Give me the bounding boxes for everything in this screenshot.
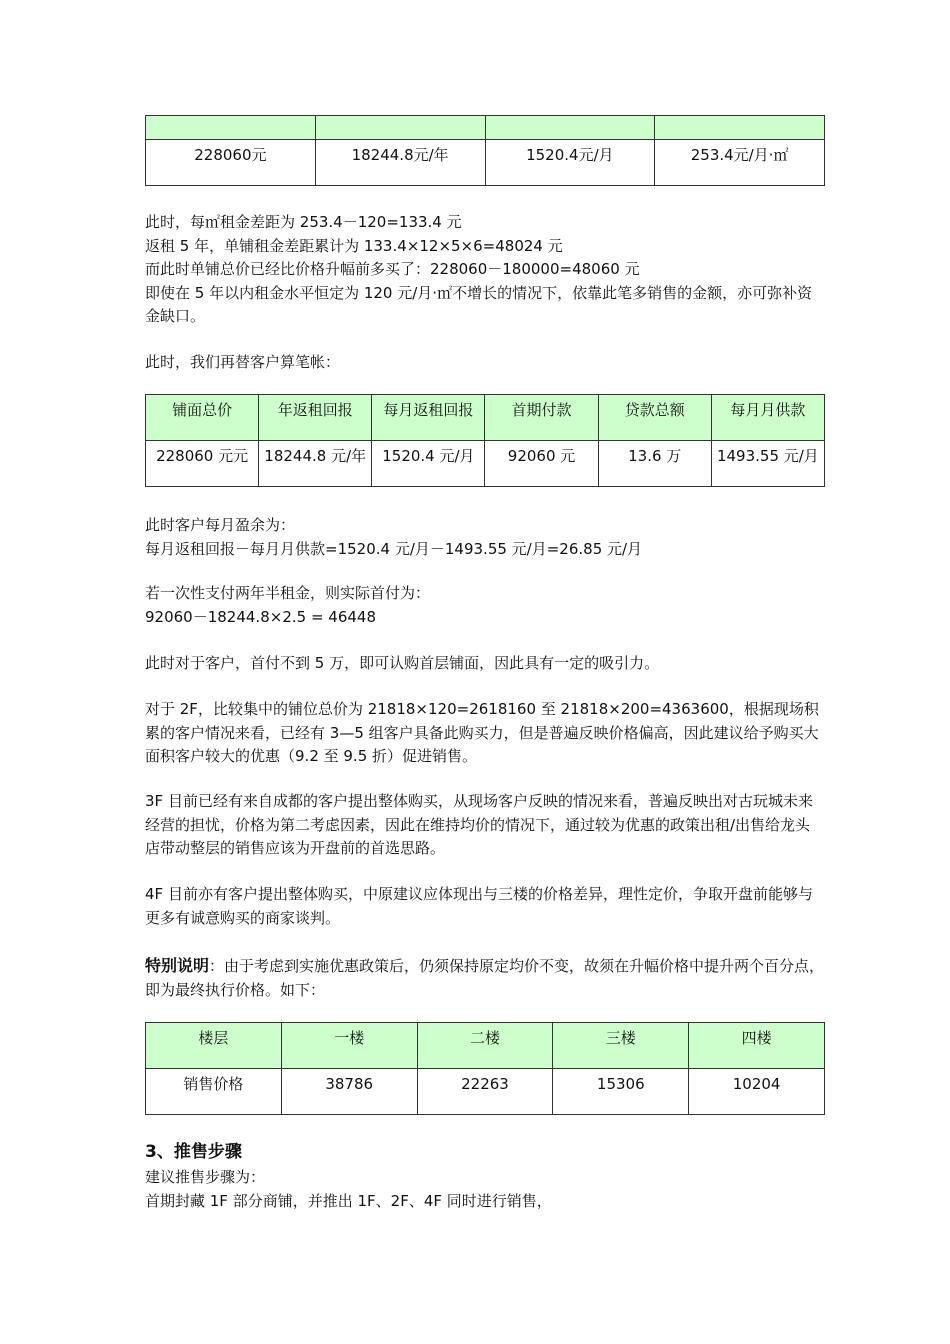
special-note: [145, 954, 825, 1002]
rent-table-header-cell: [315, 116, 485, 140]
section-heading: 3、推售步骤: [145, 1142, 242, 1162]
surplus-line: 每月返租回报－每月月供款=1520.4 元/月－1493.55 元/月=26.85 元/月: [145, 539, 643, 558]
floor-price-header-cell: 一楼: [281, 1023, 417, 1069]
customer-table-cell: 1520.4 元/月: [372, 441, 485, 487]
rent-table-header-cell: [655, 116, 825, 140]
floor-price-cell: 10204: [689, 1069, 825, 1115]
calc-line: 即使在 5 年以内租金水平恒定为 120 元/月·㎡不增长的情况下，依靠此笔多销售的金额，亦可弥补资金缺口。: [145, 283, 813, 325]
rent-table-header-cell: [485, 116, 655, 140]
floor-price-table: [145, 1022, 825, 1115]
calc-line: 而此时单铺总价已经比价格升幅前多买了：228060－180000=48060 元: [145, 260, 640, 278]
first-floor-paragraph: 此时对于客户，首付不到 5 万，即可认购首层铺面，因此具有一定的吸引力。: [145, 654, 660, 672]
customer-table-header-cell: 贷款总额: [598, 395, 711, 441]
floor-price-cell: 38786: [281, 1069, 417, 1115]
customer-table-header-cell: 年返租回报: [259, 395, 372, 441]
floor-price-cell: 22263: [417, 1069, 553, 1115]
lump-sum-paragraph: [145, 582, 825, 629]
customer-table-cell: 228060 元元: [146, 441, 259, 487]
third-floor-paragraph: 3F 目前已经有来自成都的客户提出整体购买，从现场客户反映的情况来看，普遍反映出对古玩城未来经营的担忧，价格为第二考虑因素，因此在维持均价的情况下，通过较为优惠的政策出租/出售给龙头店带动整层的销售应该为开盘前的首选思路。: [145, 792, 813, 857]
customer-table-cell: 1493.55 元/月: [711, 441, 824, 487]
customer-table-header-cell: 每月返租回报: [372, 395, 485, 441]
customer-table: [145, 394, 825, 487]
floor-price-header-cell: 二楼: [417, 1023, 553, 1069]
surplus-line: 此时客户每月盈余为：: [145, 516, 296, 534]
customer-table-cell: 92060 元: [485, 441, 598, 487]
customer-table-cell: 18244.8 元/年: [259, 441, 372, 487]
rent-table: [145, 115, 825, 186]
section-line: 首期封藏 1F 部分商铺，并推出 1F、2F、4F 同时进行销售，: [145, 1191, 552, 1210]
rent-table-cell: 18244.8元/年: [315, 140, 485, 186]
calc-line: 返租 5 年，单铺租金差距累计为 133.4×12×5×6=48024 元: [145, 236, 563, 255]
second-floor-paragraph: 对于 2F，比较集中的铺位总价为 21818×120=2618160 至 21818×200=4363600，根据现场积累的客户情况来看，已经有 3—5 组客户具备此购买力，但是普遍反映价格偏高，因此建议给予购买大面积客户较大的优惠（9.2 至 9.5 折）促进销售。: [145, 700, 819, 765]
rent-table-cell: 228060元: [146, 140, 316, 186]
lump-line: 若一次性支付两年半租金，则实际首付为：: [145, 584, 431, 602]
special-note-label: 特别说明: [145, 956, 210, 975]
floor-price-cell: 15306: [553, 1069, 689, 1115]
section-line: 建议推售步骤为：: [145, 1168, 266, 1186]
surplus-paragraph: [145, 514, 825, 561]
intro-paragraph: 此时，我们再替客户算笔帐：: [145, 353, 341, 371]
customer-table-header-cell: 铺面总价: [146, 395, 259, 441]
rent-gap-calculation: [145, 211, 825, 329]
lump-line: 92060－18244.8×2.5 = 46448: [145, 607, 376, 626]
calc-line: 此时，每㎡租金差距为 253.4－120=133.4 元: [145, 213, 462, 231]
floor-price-header-cell: 三楼: [553, 1023, 689, 1069]
floor-price-cell: 销售价格: [146, 1069, 282, 1115]
floor-price-header-cell: 四楼: [689, 1023, 825, 1069]
customer-table-header-cell: 首期付款: [485, 395, 598, 441]
rent-table-cell: 253.4元/月·㎡: [655, 140, 825, 186]
customer-table-header-cell: 每月月供款: [711, 395, 824, 441]
fourth-floor-paragraph: 4F 目前亦有客户提出整体购买，中原建议应体现出与三楼的价格差异，理性定价，争取开盘前能够与更多有诚意购买的商家谈判。: [145, 885, 813, 927]
special-note-text: ：由于考虑到实施优惠政策后，仍须保持原定均价不变，故须在升幅价格中提升两个百分点，即为最终执行价格。如下：: [145, 957, 825, 999]
floor-price-header-cell: 楼层: [146, 1023, 282, 1069]
rent-table-header-cell: [146, 116, 316, 140]
section-body: [145, 1166, 825, 1213]
customer-table-cell: 13.6 万: [598, 441, 711, 487]
rent-table-cell: 1520.4元/月: [485, 140, 655, 186]
